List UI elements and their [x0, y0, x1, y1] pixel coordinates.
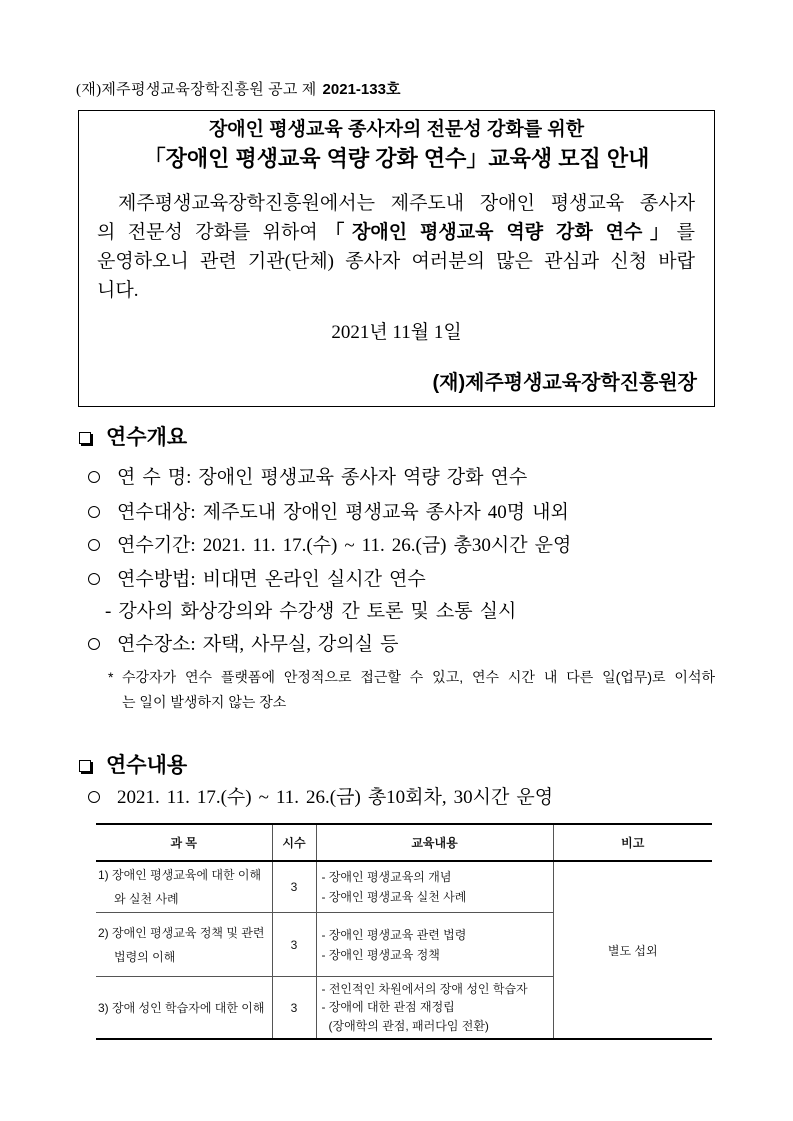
subject-line: 법령의 이해: [114, 949, 176, 964]
note-line: 는 일이 발생하지 않는 장소: [122, 694, 287, 710]
overview-item-location: [87, 630, 707, 660]
location-note: [108, 665, 715, 715]
subject-line: 1) 장애인 평생교육에 대한 이해: [98, 868, 262, 882]
circle-bullet-icon: [88, 539, 100, 551]
contents-item-schedule: [87, 783, 707, 813]
table-cell-content: [316, 977, 553, 1040]
announcement-body-text: 의 전문성 강화를 위하여: [97, 222, 318, 243]
announcement-body-line: 제주평생교육장학진흥원에서는 제주도내 장애인 평생교육 종사자: [118, 193, 695, 214]
overview-subitem-method-detail: - 강사의 화상강의와 수강생 간 토론 및 소통 실시: [105, 601, 517, 622]
table-cell-subject: [96, 977, 272, 1040]
table-header-content: 교육내용: [316, 824, 553, 861]
overview-item-text: 연수장소: 자택, 사무실, 강의실 등: [117, 634, 399, 655]
content-line: - 장애인 평생교육 관련 법령: [321, 927, 467, 942]
overview-item-course-name: [87, 463, 707, 493]
circle-bullet-icon: [88, 638, 100, 650]
note-text: [122, 665, 715, 715]
content-line: - 장애인 평생교육 정책: [321, 947, 440, 962]
table-header-hours: 시수: [272, 824, 316, 861]
note-marker: *: [108, 669, 114, 685]
announcement-issuer: (재)제주평생교육장학진흥원장: [432, 372, 697, 394]
contents-item-text: 2021. 11. 17.(수) ~ 11. 26.(금) 총10회차, 30시간 운영: [117, 787, 554, 808]
content-line: - 장애인 평생교육의 개념: [321, 870, 452, 884]
table-header-remarks: 비고: [553, 824, 712, 861]
circle-bullet-icon: [88, 573, 100, 585]
table-cell-hours: 3: [272, 977, 316, 1040]
table-cell-hours: 3: [272, 913, 316, 977]
announcement-body-line: 운영하오니 관련 기관(단체) 종사자 여러분의 많은 관심과 신청 바랍: [97, 251, 695, 272]
note-line: 수강자가 연수 플랫폼에 안정적으로 접근할 수 있고, 연수 시간 내 다른 일(업무)로 이석하: [122, 669, 715, 685]
circle-bullet-icon: [88, 506, 100, 518]
content-line: (장애학의 관점, 패러다임 전환): [328, 1018, 489, 1033]
table-row: [96, 861, 712, 913]
announcement-body-line: [97, 218, 695, 247]
square-bullet-icon: [79, 760, 91, 772]
overview-item-text: 연수기간: 2021. 11. 17.(수) ~ 11. 26.(금) 총30시간 운영: [117, 535, 572, 556]
subject-line: 와 실천 사례: [114, 892, 179, 906]
curriculum-table: [96, 823, 712, 1040]
overview-item-target: [87, 498, 707, 528]
table-header-row: [96, 824, 712, 861]
table-cell-subject: [96, 913, 272, 977]
square-bullet-icon: [79, 432, 91, 444]
overview-item-text: 연수방법: 비대면 온라인 실시간 연수: [117, 569, 426, 590]
circle-bullet-icon: [88, 471, 100, 483]
table-cell-content: [316, 861, 553, 913]
announcement-body-emphasis: 「장애인 평생교육 역량 강화 연수」: [317, 222, 677, 243]
announcement-box: [78, 110, 715, 407]
overview-item-text: 연수대상: 제주도내 장애인 평생교육 종사자 40명 내외: [117, 502, 569, 523]
section-heading-label: 연수내용: [106, 754, 188, 777]
table-cell-subject: [96, 861, 272, 913]
announcement-date: 2021년 11월 1일: [331, 322, 462, 343]
notice-number-value: 2021-133호: [322, 81, 401, 98]
subject-line: 2) 장애인 평생교육 정책 및 관련: [98, 925, 265, 940]
announcement-body: [97, 189, 695, 305]
subject-line: 3) 장애 성인 학습자에 대한 이해: [98, 1000, 265, 1015]
content-line: - 장애에 대한 관점 재정립: [321, 1000, 455, 1015]
overview-item-period: [87, 531, 707, 561]
table-header-subject: 과 목: [96, 824, 272, 861]
announcement-subtitle: 장애인 평생교육 종사자의 전문성 강화를 위한: [208, 119, 585, 140]
notice-number: [76, 80, 400, 100]
table-cell-content: [316, 913, 553, 977]
announcement-body-line: 니다.: [97, 280, 139, 301]
notice-number-prefix: (재)제주평생교육장학진흥원 공고 제: [76, 82, 317, 98]
section-heading-label: 연수개요: [106, 426, 188, 449]
content-line: - 장애인 평생교육 실천 사례: [321, 890, 467, 904]
overview-item-method: [87, 565, 707, 595]
announcement-title: 「장애인 평생교육 역량 강화 연수」교육생 모집 안내: [143, 146, 650, 171]
table-cell-hours: 3: [272, 861, 316, 913]
table-cell-remarks: 별도 섭외: [553, 861, 712, 1039]
content-line: - 전인적인 차원에서의 장애 성인 학습자: [321, 981, 528, 996]
overview-item-text: 연 수 명: 장애인 평생교육 종사자 역량 강화 연수: [117, 467, 528, 488]
circle-bullet-icon: [88, 791, 100, 803]
announcement-body-text: 를: [676, 222, 695, 243]
